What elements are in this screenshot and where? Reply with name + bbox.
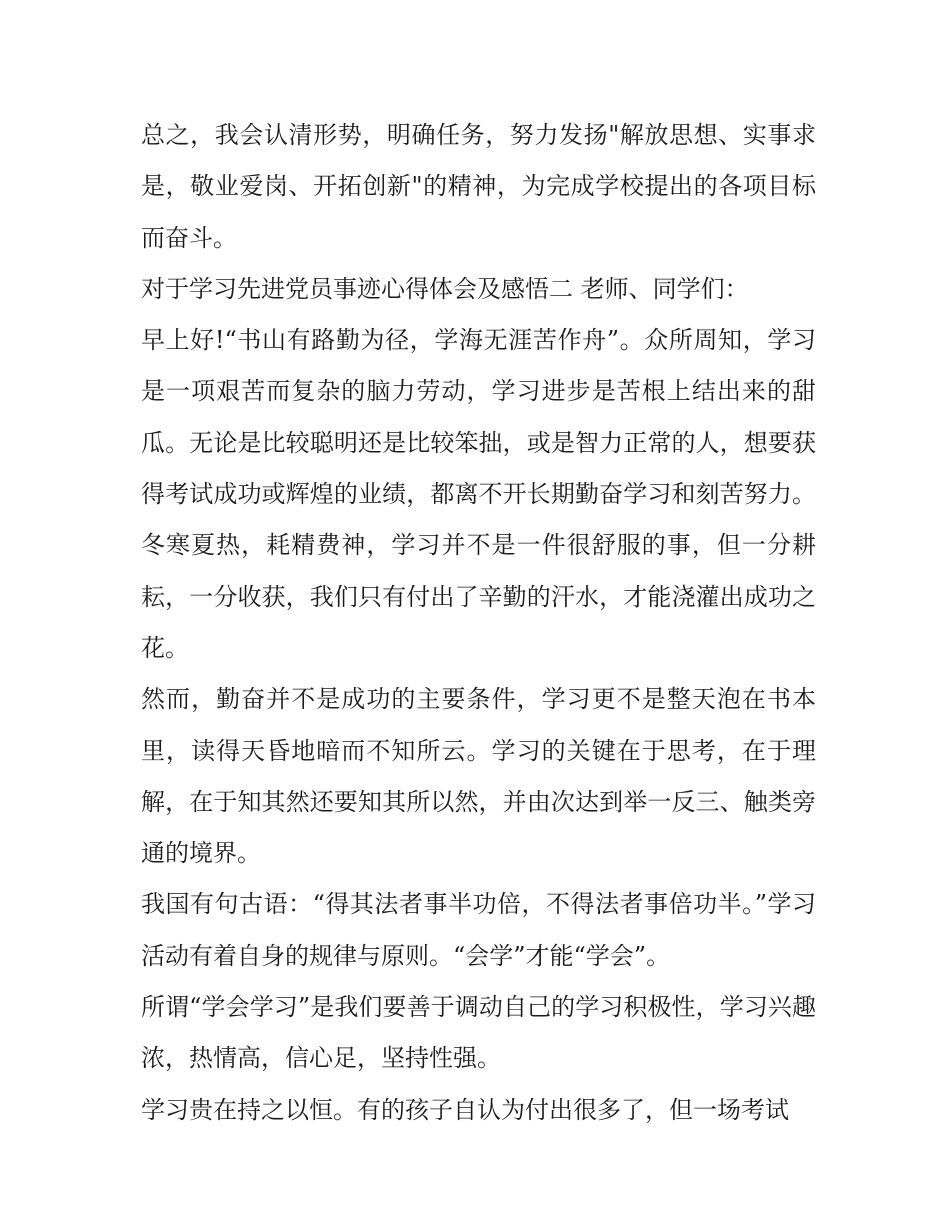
paragraph-proverb: 我国有句古语：“得其法者事半功倍，不得法者事倍功半。”学习活动有着自身的规律与原则。“会学”才能“学会”。 bbox=[141, 890, 816, 970]
paragraph-thinking: 然而，勤奋并不是成功的主要条件，学习更不是整天泡在书本里，读得天昏地暗而不知所云。学习的关键在于思考，在于理解，在于知其然还要知其所以然，并由次达到举一反三、触类旁通的境界。 bbox=[141, 685, 816, 868]
paragraph-learn-to-learn: 所谓“学会学习”是我们要善于调动自己的学习积极性，学习兴趣浓，热情高，信心足，坚持性强。 bbox=[141, 993, 816, 1073]
paragraph-heading: 对于学习先进党员事迹心得体会及感悟二 老师、同学们： bbox=[141, 274, 749, 303]
paragraph-greeting: 早上好!“书山有路勤为径，学海无涯苦作舟”。众所周知，学习是一项艰苦而复杂的脑力劳动，学习进步是苦根上结出来的甜瓜。无论是比较聪明还是比较笨拙，或是智力正常的人，想要获得考试成功或辉煌的业绩，都离不开长期勤奋学习和刻苦努力。冬寒夏热，耗精费神，学习并不是一件很舒服的事，但一分耕耘，一分收获，我们只有付出了辛勤的汗水，才能浇灌出成功之花。 bbox=[141, 326, 816, 662]
document-body bbox=[141, 110, 816, 1136]
paragraph-perseverance: 学习贵在持之以恒。有的孩子自认为付出很多了，但一场考试 bbox=[141, 1095, 789, 1124]
paragraph-summary: 总之，我会认清形势，明确任务，努力发扬"解放思想、实事求是，敬业爱岗、开拓创新"的精神，为完成学校提出的各项目标而奋斗。 bbox=[141, 121, 816, 252]
